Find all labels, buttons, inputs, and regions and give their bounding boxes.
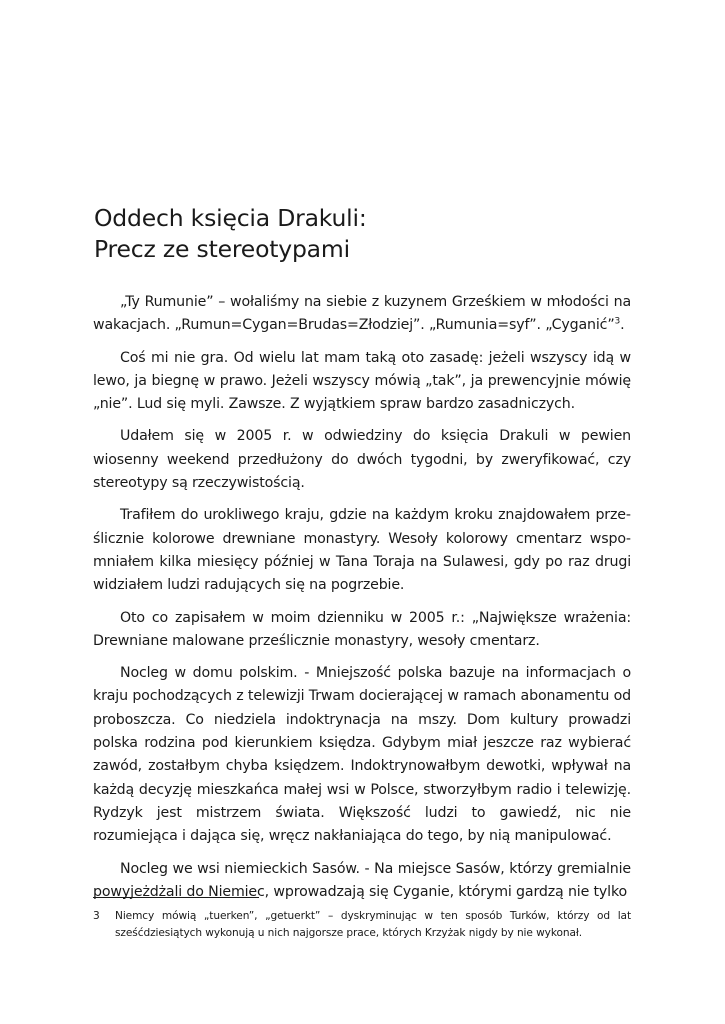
footnote-divider [93,897,259,898]
paragraph-2: Coś mi nie gra. Od wielu lat mam taką oto zasadę: jeżeli wszyscy idą w lewo, ja biegnę w prawo. Jeżeli wszyscy mówią „tak”, ja prewencyjnie mówię „nie”. Lud się myli. Zawsze. Z wyjątkiem spraw bardzo zasadniczych. [93,349,631,413]
chapter-title-line-2: Precz ze stereotypami [94,235,350,263]
body-text [93,291,631,913]
paragraph-4: Trafiłem do urokliwego kraju, gdzie na każdym kroku znajdowałem prześlicznie kolorowe drewniane monastyry. Wesoły kolorowy cmentarz wspomniałem kilka miesięcy później w Tana Toraja na Sulawesi, gdy po raz drugi widziałem ludzi radujących się na pogrzebie. [93,507,631,594]
paragraph-3: Udałem się w 2005 r. w odwiedziny do księcia Drakuli w pewien wiosenny weekend przedłużony do dwóch tygodni, by zweryfikować, czy stereotypy są rzeczywistością. [93,428,631,492]
paragraph-5: Oto co zapisałem w moim dzienniku w 2005 r.: „Największe wrażenia: Drewniane malowane prześlicznie monastyry, wesoły cmentarz. [93,609,631,649]
paragraph-7: Nocleg we wsi niemieckich Sasów. - Na miejsce Sasów, którzy gremialnie powyjeżdżali do Niemiec, wprowadzają się Cyganie, którymi gardzą nie tylko [93,860,631,900]
paragraph-6: Nocleg w domu polskim. - Mniejszość polska bazuje na informacjach o kraju pochodzących z telewizji Trwam docierającej w ramach abonamentu od proboszcza. Co niedziela indoktrynacja na mszy. Dom kultury prowadzi polska rodzina pod kierunkiem księdza. Gdybym miał jeszcze raz wybierać zawód, zostałbym chyba księdzem. Indoktrynowałbym dewotki, wpływał na każdą decyzję mieszkańca małej wsi w Polsce, stworzyłbym radio i telewizję. Rydzyk jest mistrzem świata. Większość ludzi to gawiedź, nic nie rozumiejąca i dająca się, wręcz nakłaniająca do tego, by nią manipulować. [93,665,631,845]
footnote-text: Niemcy mówią „tuerken”, „getuerkt” – dyskryminując w ten sposób Turków, którzy od lat sześćdziesiątych wykonują u nich najgorsze prace, których Krzyżak nigdy by nie wykonał. [115,910,631,939]
paragraph-1: „Ty Rumunie” – wołaliśmy na siebie z kuzynem Grześkiem w młodości na wakacjach. „Rumun=Cygan=Brudas=Złodziej”. „Rumunia=syf”. „Cyganić”$^3$. [93,294,631,334]
chapter-title-line-1: Oddech księcia Drakuli: [94,204,367,232]
paragraph-1-text: „Ty Rumunie” – wołaliśmy na siebie z kuzynem Grześkiem w młodości na wakacjach. „Rumun=Cygan=Brudas=Złodziej”. „Rumunia=syf”. „Cyganić” [93,294,631,334]
footnote-reference: 3 [614,316,621,327]
footnote [93,908,631,942]
book-page [93,0,631,1024]
chapter-title [94,203,367,265]
footnote-number: 3 [93,910,100,922]
